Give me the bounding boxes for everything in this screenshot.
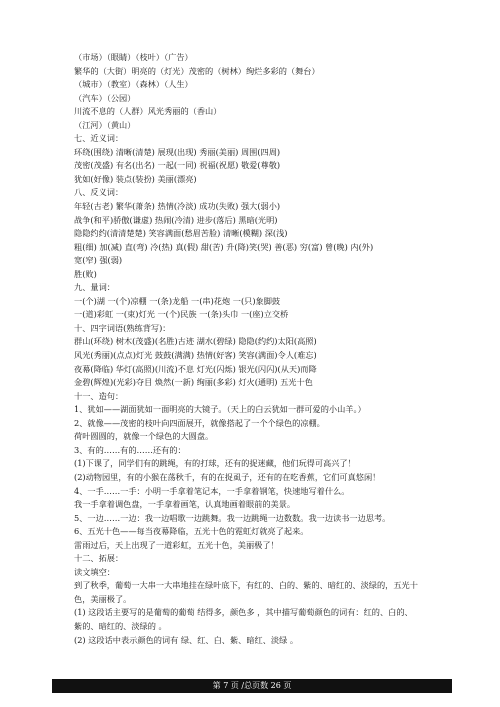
text-line: 胜(败): [74, 268, 97, 279]
text-line: （市场）（眼睛）（枝叶）（广告）: [74, 52, 193, 62]
text-line: 风光(秀丽)(点点)灯光 鼓鼓(满满) 热情(好客) 笑容(满面)令人(难忘): [74, 350, 317, 361]
text-line: 夜幕(降临) 华灯(高照)(川流)不息 灯光(闪烁) 银光(闪闪)(从天)而降: [74, 363, 317, 374]
text-line: 十一、造句：: [74, 390, 124, 401]
text-line: 4、一手……一手：小明一手拿着笔记本，一手拿着钢笔，快速地写着什么。: [74, 485, 350, 496]
text-line: 九、量词：: [74, 282, 115, 293]
text-line: 荷叶圆圆的，就像一个绿色的大圆盘。: [74, 431, 214, 442]
text-line: 川流不息的（人群）风光秀丽的（香山）: [74, 106, 222, 117]
text-line: (2)动物园里，有的小猴在荡秋千，有的在捉虱子，还有的在吃香蕉，它们可真悠闲！: [74, 471, 381, 482]
text-line: 战争(和平)骄傲(谦虚) 热闹(冷清) 进步(落后) 黑暗(光明): [74, 214, 278, 225]
text-line: 6、五光十色——每当夜幕降临，五光十色的霓虹灯就亮了起来。: [74, 526, 309, 537]
text-line: （城市）（教室）（森林）（人生）: [74, 79, 193, 90]
text-line: 犹如(好像) 装点(装扮) 美丽(漂亮): [74, 173, 197, 184]
text-line: 我一手拿着调色盘，一手拿着画笔，认真地画着眼前的美景。: [74, 499, 296, 510]
text-line: （江河）（黄山）: [74, 119, 136, 130]
text-line: 5、一边……一边：我一边唱歌一边跳舞。我一边跳绳一边数数。我一边读书一边思考。: [74, 512, 391, 523]
text-line: 七、近义词：: [74, 133, 124, 144]
text-line: （汽车）（公园）: [74, 92, 136, 103]
text-line: 八、反义词：: [74, 187, 124, 198]
text-line: 宽(窄) 强(弱): [74, 255, 123, 266]
text-line: 十、四字词语(熟练背写)：: [74, 322, 171, 333]
text-line: 繁华的（大街）明亮的（灯光）茂密的（树林）绚烂多彩的（舞台）: [74, 65, 320, 76]
text-line: 粗(细) 加(减) 直(弯) 冷(热) 真(假) 甜(苦) 升(降)笑(哭) 善(恶) 穷(富) 曾(晚) 内(外): [74, 241, 374, 252]
text-line: (1) 这段话主要写的是葡萄的葡萄 结得多，颜色多 ，其中描写葡萄颜色的词有：红的、白的、: [74, 607, 413, 618]
text-line: (2) 这段话中表示颜色的词有 绿、红、白、紫、暗红、淡绿 。: [74, 634, 299, 645]
text-line: 到了秋季，葡萄一大串一大串地挂在绿叶底下，有红的、白的、紫的、暗红的、淡绿的，五光十: [74, 580, 418, 591]
text-line: 色，美丽极了。: [74, 593, 132, 604]
text-line: 1、犹如——湖面犹如一面明亮的大镜子。（天上的白云犹如一群可爱的小山羊。）: [74, 404, 366, 415]
text-line: 金碧(辉煌)(光彩)夺目 焕然(一新) 绚丽(多彩) 灯火(通明) 五光十色: [74, 377, 313, 388]
text-line: 一(道)彩虹 一(束)灯光 一(个)民族 一(条)头巾 一(座)立交桥: [74, 309, 289, 320]
text-line: 一(个)湖 一(个)凉棚 一(条)龙船 一(串)花炮 一(只)象脚鼓: [74, 295, 281, 306]
text-line: 茂密(茂盛) 有名(出名) 一起(一同) 祝福(祝愿) 敬爱(尊敬): [74, 160, 281, 171]
page-footer: 第 7 页 /总页数 26 页: [52, 679, 452, 693]
text-line: 隐隐约约(清清楚楚) 笑容满面(愁眉苦脸) 清晰(模糊) 深(浅): [74, 228, 288, 239]
text-line: 3、有的……有的……还有的：: [74, 444, 186, 455]
text-line: 2、就像——茂密的枝叶向四面展开，就像搭起了一个个绿色的凉棚。: [74, 417, 325, 428]
text-line: 环绕(围绕) 清晰(清楚) 展现(出现) 秀丽(美丽) 周围(四周): [74, 146, 281, 157]
text-line: 十二、拓展：: [74, 553, 124, 564]
document-body: [74, 51, 434, 647]
text-line: 紫的、暗红的、淡绿的 。: [74, 620, 167, 631]
text-line: 读文填空：: [74, 566, 115, 577]
text-line: 雷雨过后，天上出现了一道彩虹，五光十色，美丽极了！: [74, 539, 279, 550]
text-line: 群山(环绕) 树木(茂盛)(名胜)古迹 湖水(碧绿) 隐隐(约约)太阳(高照): [74, 336, 317, 347]
text-line: (1)下课了，同学们有的跳绳，有的打球，还有的捉迷藏，他们玩得可高兴了！: [74, 458, 356, 469]
text-line: 年轻(古老) 繁华(萧条) 热情(冷淡) 成功(失败) 强大(弱小): [74, 201, 281, 212]
